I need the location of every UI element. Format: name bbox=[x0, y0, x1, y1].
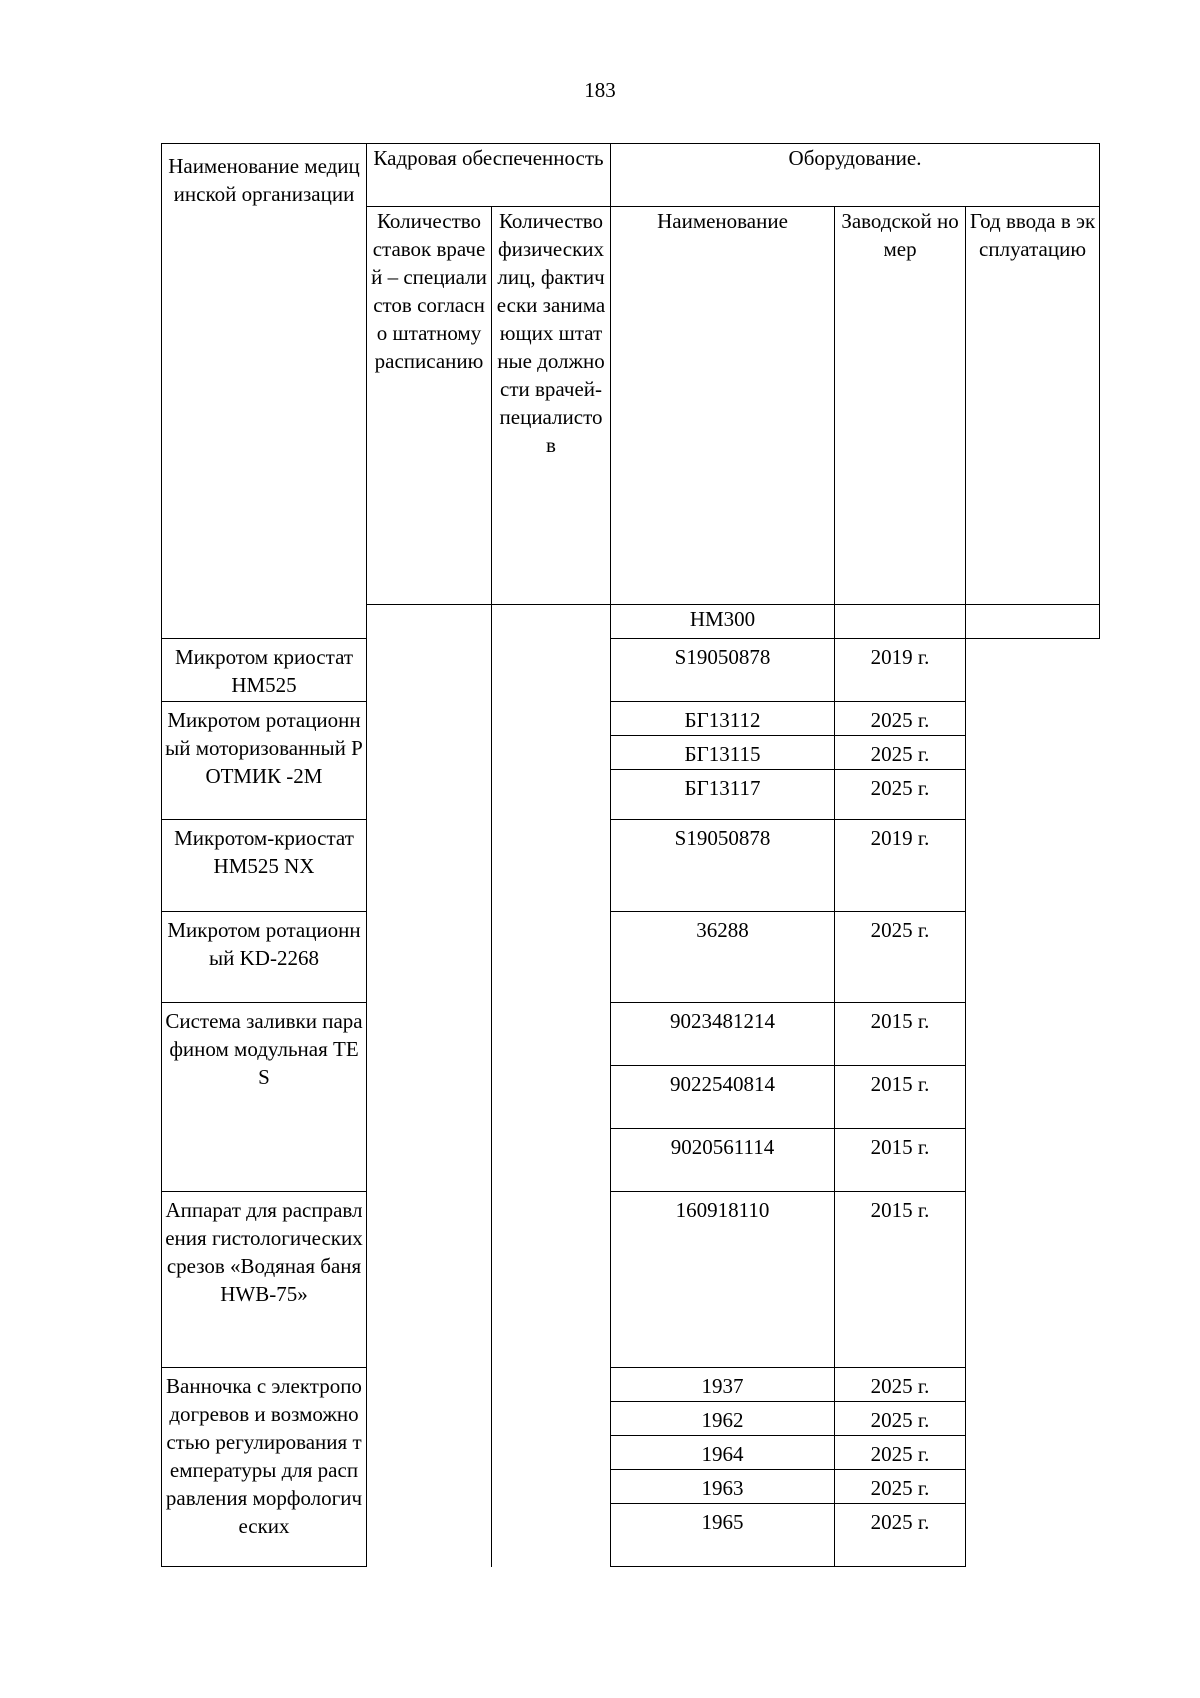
eq-serial-cell: 36288 bbox=[611, 912, 835, 1003]
eq-serial-cell: 1962 bbox=[611, 1402, 835, 1436]
eq-name-cell: Ванночка с электроподогревов и возможностью регулирования температуры для расправления морфологических bbox=[162, 1368, 367, 1567]
header-staff-positions: Количество ставок врачей – специалистов согласно штатному расписанию bbox=[367, 207, 492, 605]
header-equipment-group: Оборудование. bbox=[611, 144, 1100, 207]
table-row bbox=[162, 639, 1100, 702]
eq-name-cell: Аппарат для расправления гистологических срезов «Водяная баня HWB-75» bbox=[162, 1192, 367, 1368]
header-staff-persons: Количество физических лиц, фактически занимающих штатные должности врачей-пециалистов bbox=[492, 207, 611, 605]
eq-serial-cell: S19050878 bbox=[611, 639, 835, 702]
staff-persons-cell bbox=[492, 605, 611, 1567]
eq-serial-cell: 1963 bbox=[611, 1470, 835, 1504]
header-org: Наименование медицинской организации bbox=[162, 144, 367, 639]
eq-name-cell: Микротом-криостат НМ525 NX bbox=[162, 820, 367, 912]
eq-year-cell bbox=[966, 605, 1100, 639]
page-number: 183 bbox=[584, 78, 616, 102]
eq-year-cell: 2025 г. bbox=[835, 912, 966, 1003]
eq-name-cell: Микротом криостат НМ525 bbox=[162, 639, 367, 702]
eq-serial-cell: 1964 bbox=[611, 1436, 835, 1470]
table-row bbox=[162, 1368, 1100, 1402]
header-eq-year: Год ввода в эксплуатацию bbox=[966, 207, 1100, 605]
eq-serial-cell: 9020561114 bbox=[611, 1129, 835, 1192]
staff-positions-cell bbox=[367, 605, 492, 1567]
eq-year-cell: 2015 г. bbox=[835, 1003, 966, 1066]
eq-year-cell: 2025 г. bbox=[835, 1504, 966, 1567]
header-row-groups bbox=[162, 144, 1100, 207]
eq-name-cell: Система заливки парафином модульная TES bbox=[162, 1003, 367, 1192]
eq-serial-cell: БГ13117 bbox=[611, 770, 835, 820]
equipment-table bbox=[161, 143, 1100, 1567]
header-staff-group: Кадровая обеспеченность bbox=[367, 144, 611, 207]
eq-year-cell: 2015 г. bbox=[835, 1066, 966, 1129]
eq-year-cell: 2015 г. bbox=[835, 1129, 966, 1192]
eq-year-cell: 2025 г. bbox=[835, 770, 966, 820]
table-row bbox=[162, 1192, 1100, 1368]
eq-year-cell: 2025 г. bbox=[835, 1436, 966, 1470]
table-row bbox=[162, 912, 1100, 1003]
eq-year-cell: 2025 г. bbox=[835, 1470, 966, 1504]
eq-serial-cell: 1937 bbox=[611, 1368, 835, 1402]
eq-serial-cell: 9022540814 bbox=[611, 1066, 835, 1129]
eq-serial-cell: 160918110 bbox=[611, 1192, 835, 1368]
eq-name-cell: НМ300 bbox=[611, 605, 835, 639]
eq-year-cell: 2025 г. bbox=[835, 736, 966, 770]
eq-year-cell: 2015 г. bbox=[835, 1192, 966, 1368]
eq-year-cell: 2025 г. bbox=[835, 1402, 966, 1436]
eq-serial-cell: S19050878 bbox=[611, 820, 835, 912]
table-row bbox=[162, 702, 1100, 736]
table-row bbox=[162, 1003, 1100, 1066]
eq-name-cell: Микротом ротационный моторизованный РОТМИК -2М bbox=[162, 702, 367, 820]
eq-serial-cell: БГ13112 bbox=[611, 702, 835, 736]
eq-serial-cell bbox=[835, 605, 966, 639]
eq-year-cell: 2025 г. bbox=[835, 702, 966, 736]
header-eq-serial: Заводской номер bbox=[835, 207, 966, 605]
header-eq-name: Наименование bbox=[611, 207, 835, 605]
eq-year-cell: 2025 г. bbox=[835, 1368, 966, 1402]
eq-serial-cell: 9023481214 bbox=[611, 1003, 835, 1066]
eq-year-cell: 2019 г. bbox=[835, 820, 966, 912]
eq-serial-cell: 1965 bbox=[611, 1504, 835, 1567]
eq-year-cell: 2019 г. bbox=[835, 639, 966, 702]
eq-name-cell: Микротом ротационный KD-2268 bbox=[162, 912, 367, 1003]
table-row bbox=[162, 820, 1100, 912]
eq-serial-cell: БГ13115 bbox=[611, 736, 835, 770]
